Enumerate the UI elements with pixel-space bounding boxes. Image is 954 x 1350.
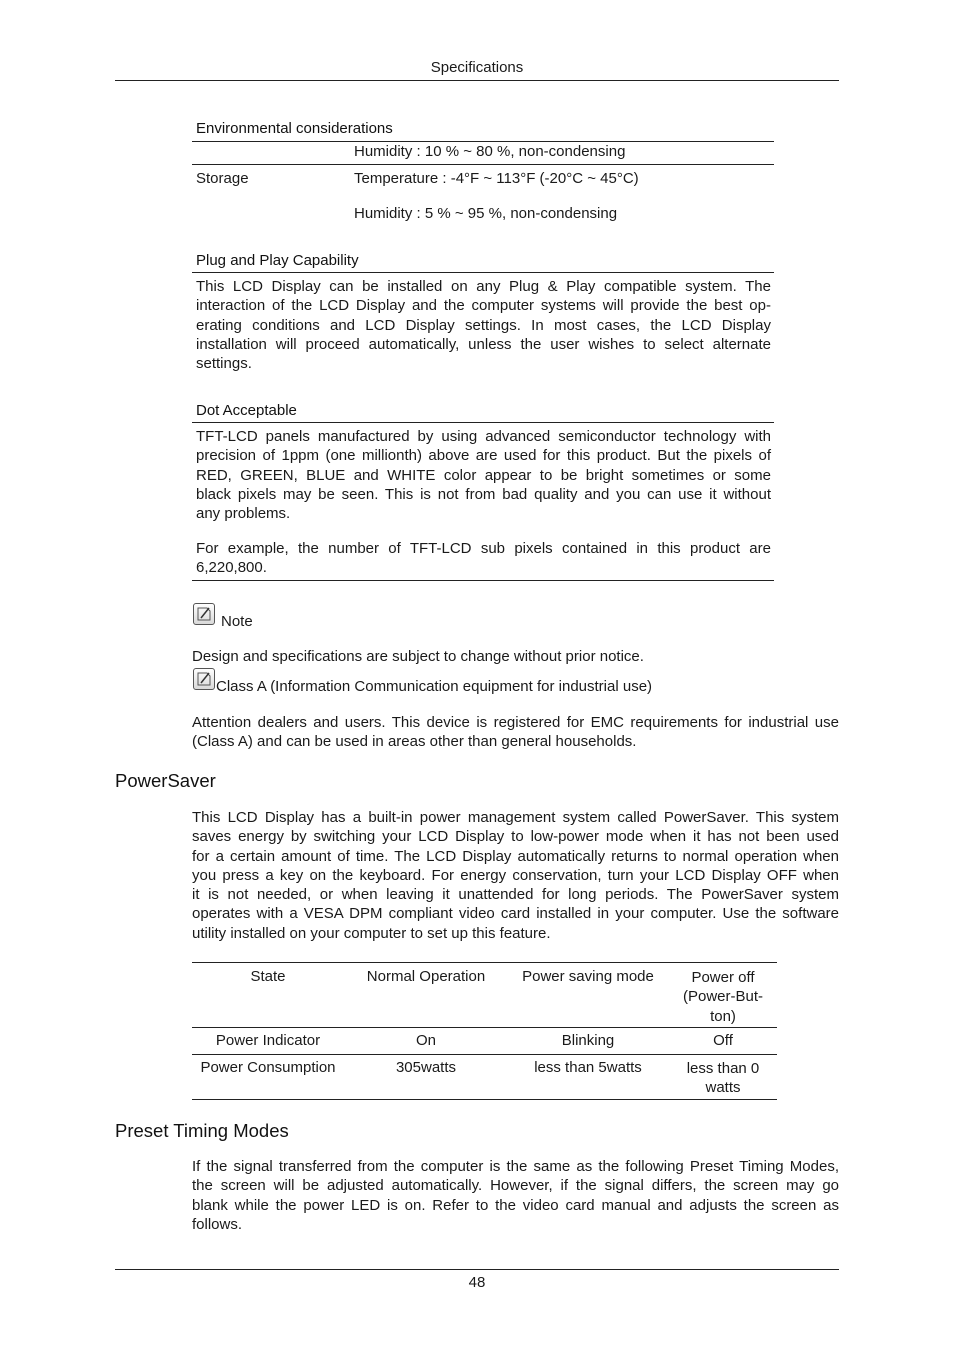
env-row-1-value: Humidity : 10 % ~ 80 %, non-condensing <box>354 143 626 160</box>
table-cell-less-than-5watts: less than 5watts <box>534 1059 642 1076</box>
pnp-line: settings. <box>196 355 252 373</box>
powersaver-line: This LCD Display has a built-in power management system called PowerSaver. This system <box>192 809 839 826</box>
powersaver-heading: PowerSaver <box>115 770 216 791</box>
powersaver-table-rule-bottom <box>192 1099 777 1100</box>
table-cell-less-than-0-watts: less than 0 watts <box>686 1060 760 1097</box>
dot-line: TFT-LCD panels manufactured by using advanced semiconductor technology with <box>196 428 771 445</box>
powersaver-table-rule-row <box>192 1054 777 1055</box>
plug-and-play-heading: Plug and Play Capability <box>196 252 359 269</box>
preset-line: follows. <box>192 1215 243 1233</box>
pnp-line: This LCD Display can be installed on any Plug & Play compatible system. The <box>196 278 771 295</box>
preset-line: If the signal transferred from the computer is the same as the following Preset Timing Modes, <box>192 1158 839 1175</box>
note-label: Note <box>221 613 253 630</box>
table-header-normal-operation: Normal Operation <box>366 968 486 985</box>
dot-acceptable-rule-top <box>192 422 774 423</box>
table-cell-on: On <box>415 1032 436 1049</box>
plug-and-play-rule <box>192 272 774 273</box>
page-number: 48 <box>468 1274 486 1291</box>
preset-timing-paragraph <box>192 1157 839 1234</box>
env-row-3-value: Humidity : 5 % ~ 95 %, non-condensing <box>354 205 618 222</box>
class-a-heading: Class A (Information Communication equipment for industrial use) <box>216 678 653 695</box>
table-header-power-saving-mode: Power saving mode <box>522 968 654 985</box>
powersaver-line: you press a key on the keyboard. For energy conservation, turn your LCD Display OFF when <box>192 866 839 884</box>
dot-acceptable-heading: Dot Acceptable <box>196 402 297 419</box>
class-a-line: (Class A) and can be used in areas other than general households. <box>192 733 637 751</box>
powersaver-line: it is not needed, or when leaving it unattended for long periods. The PowerSaver system <box>192 886 839 904</box>
table-cell-blinking: Blinking <box>561 1032 615 1049</box>
table-header-power-off: Power off (Power-But- ton) <box>682 969 764 1025</box>
preset-line: the screen will be adjusted automatically. However, if the signal differs, the screen may go <box>192 1177 839 1195</box>
dot-acceptable-paragraph-2 <box>196 539 771 578</box>
powersaver-paragraph <box>192 808 839 943</box>
powersaver-table-rule-top <box>192 962 777 963</box>
powersaver-table-rule-header <box>192 1027 777 1028</box>
dot-line: RED, GREEN, BLUE and WHITE color appear to be bright sometimes or some <box>196 466 771 484</box>
environmental-heading: Environmental considerations <box>196 120 393 137</box>
header-rule <box>115 80 839 81</box>
pnp-line: erating conditions and LCD Display settings. In most cases, the LCD Display <box>196 316 771 334</box>
powersaver-line: utility installed on your computer to set up this feature. <box>192 924 551 942</box>
plug-and-play-paragraph <box>196 277 771 373</box>
note-text: Design and specifications are subject to change without prior notice. <box>192 648 644 665</box>
powersaver-line: saves energy by switching your LCD Display to low-power mode when it has not been used <box>192 828 839 846</box>
dot-line: any problems. <box>196 505 291 523</box>
class-a-note-icon <box>193 668 215 690</box>
footer-rule <box>115 1269 839 1270</box>
env-row-2-value: Temperature : -4°F ~ 113°F (-20°C ~ 45°C) <box>354 170 639 187</box>
note-icon <box>193 603 215 625</box>
dot-line: For example, the number of TFT-LCD sub pixels contained in this product are <box>196 540 771 557</box>
class-a-line: Attention dealers and users. This device is registered for EMC requirements for industrial use <box>192 714 839 731</box>
pnp-line: interaction of the LCD Display and the computer systems will provide the best op- <box>196 297 771 315</box>
table-cell-power-consumption: Power Consumption <box>200 1059 336 1076</box>
table-cell-305watts: 305watts <box>395 1059 457 1076</box>
class-a-paragraph <box>192 713 839 752</box>
table-cell-power-indicator: Power Indicator <box>215 1032 321 1049</box>
pnp-line: installation will proceed automatically, unless the user wishes to select alternate <box>196 335 771 353</box>
table-header-state: State <box>250 968 286 985</box>
dot-acceptable-rule-bottom <box>192 580 774 581</box>
powersaver-line: operates with a VESA DPM compliant video card installed in your computer. Use the software <box>192 905 839 923</box>
environmental-rule-mid <box>192 164 774 165</box>
powersaver-line: for a certain amount of time. The LCD Display automatically returns to normal operation when <box>192 847 839 865</box>
page-header-title: Specifications <box>430 59 524 76</box>
preset-timing-heading: Preset Timing Modes <box>115 1120 289 1141</box>
table-cell-off: Off <box>713 1032 733 1049</box>
dot-acceptable-paragraph-1 <box>196 427 771 523</box>
dot-line: 6,220,800. <box>196 559 267 577</box>
dot-line: precision of 1ppm (one millionth) above are used for this product. But the pixels of <box>196 447 771 465</box>
environmental-rule-top <box>192 141 774 142</box>
env-row-2-label: Storage <box>196 170 249 187</box>
preset-line: blank while the power LED is on. Refer to the video card manual and adjusts the screen as <box>192 1196 839 1214</box>
dot-line: black pixels may be seen. This is not from bad quality and you can use it without <box>196 485 771 503</box>
